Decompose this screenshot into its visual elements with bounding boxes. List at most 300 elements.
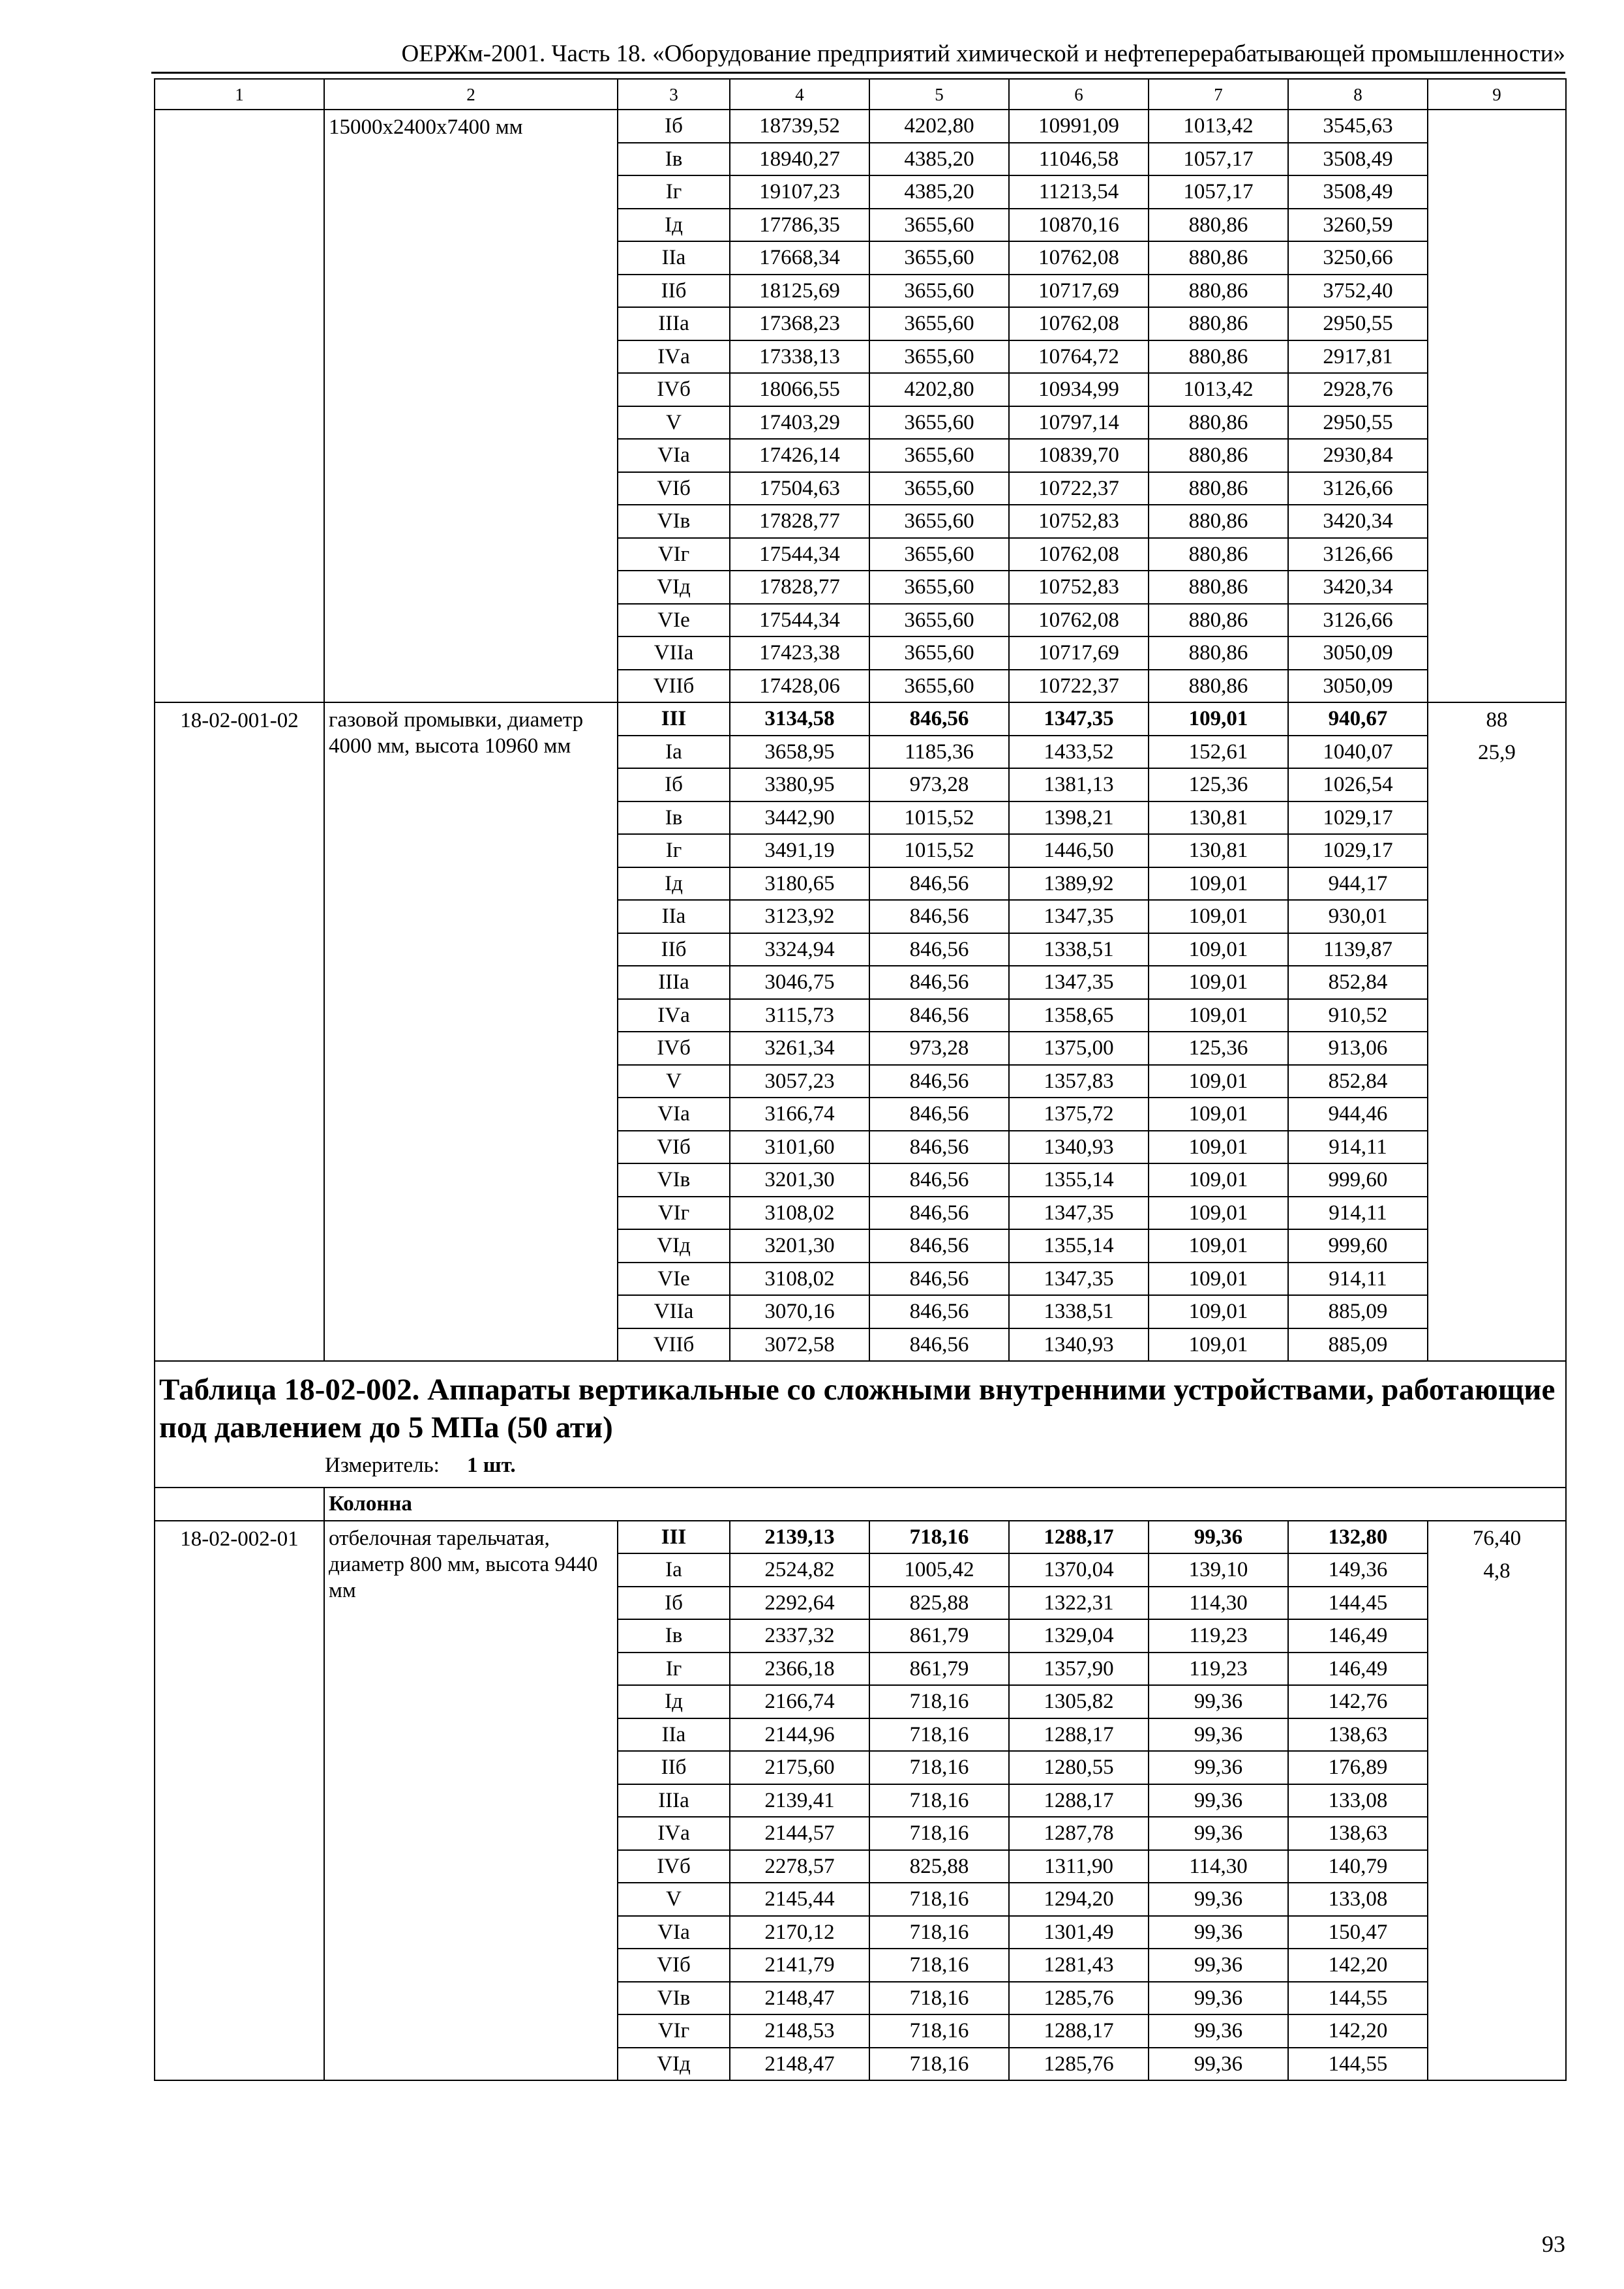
value-cell: 880,86 — [1149, 307, 1288, 340]
value-cell: 718,16 — [869, 1521, 1009, 1554]
labor-value: 25,9 — [1478, 741, 1516, 764]
value-cell: 17368,23 — [730, 307, 869, 340]
value-cell: 1355,14 — [1009, 1229, 1149, 1263]
region-cell: VIа — [618, 1916, 730, 1949]
value-cell: 130,81 — [1149, 801, 1288, 835]
equipment-name: газовой промывки, диаметр 4000 мм, высота 10960 мм — [324, 702, 618, 1361]
value-cell: 18125,69 — [730, 275, 869, 308]
column-number: 8 — [1288, 79, 1428, 110]
value-cell: 4202,80 — [869, 373, 1009, 406]
region-cell: IIа — [618, 1718, 730, 1752]
value-cell: 846,56 — [869, 1163, 1009, 1197]
value-cell: 718,16 — [869, 1982, 1009, 2015]
value-cell: 880,86 — [1149, 275, 1288, 308]
value-cell: 10934,99 — [1009, 373, 1149, 406]
value-cell: 973,28 — [869, 768, 1009, 801]
value-cell: 99,36 — [1149, 1949, 1288, 1982]
value-cell: 17504,63 — [730, 472, 869, 505]
column-number: 1 — [155, 79, 324, 110]
value-cell: 2292,64 — [730, 1587, 869, 1620]
value-cell: 10870,16 — [1009, 209, 1149, 242]
value-cell: 1375,72 — [1009, 1098, 1149, 1131]
value-cell: 142,20 — [1288, 1949, 1428, 1982]
value-cell: 999,60 — [1288, 1229, 1428, 1263]
value-cell: 10839,70 — [1009, 439, 1149, 472]
value-cell: 852,84 — [1288, 1065, 1428, 1098]
value-cell: 146,49 — [1288, 1619, 1428, 1653]
value-cell: 3201,30 — [730, 1163, 869, 1197]
value-cell: 3134,58 — [730, 702, 869, 736]
column-number: 7 — [1149, 79, 1288, 110]
value-cell: 2337,32 — [730, 1619, 869, 1653]
value-cell: 4385,20 — [869, 143, 1009, 176]
value-cell: 1433,52 — [1009, 736, 1149, 769]
value-cell: 2930,84 — [1288, 439, 1428, 472]
value-cell: 1389,92 — [1009, 867, 1149, 901]
region-cell: VIг — [618, 2014, 730, 2048]
value-cell: 11213,54 — [1009, 175, 1149, 209]
value-cell: 99,36 — [1149, 1883, 1288, 1916]
region-cell: Iб — [618, 1587, 730, 1620]
value-cell: 2148,53 — [730, 2014, 869, 2048]
value-cell: 846,56 — [869, 1131, 1009, 1164]
value-cell: 1340,93 — [1009, 1328, 1149, 1362]
value-cell: 718,16 — [869, 2048, 1009, 2081]
value-cell: 10762,08 — [1009, 241, 1149, 275]
value-cell: 914,11 — [1288, 1263, 1428, 1296]
value-cell: 10762,08 — [1009, 604, 1149, 637]
value-cell: 114,30 — [1149, 1587, 1288, 1620]
value-cell: 852,84 — [1288, 966, 1428, 999]
region-cell: Iг — [618, 1653, 730, 1686]
value-cell: 1301,49 — [1009, 1916, 1149, 1949]
value-cell: 944,17 — [1288, 867, 1428, 901]
value-cell: 3655,60 — [869, 538, 1009, 571]
value-cell: 99,36 — [1149, 1521, 1288, 1554]
value-cell: 3655,60 — [869, 505, 1009, 538]
value-cell: 10722,37 — [1009, 670, 1149, 703]
value-cell: 109,01 — [1149, 1328, 1288, 1362]
value-cell: 880,86 — [1149, 505, 1288, 538]
value-cell: 142,76 — [1288, 1685, 1428, 1718]
value-cell: 142,20 — [1288, 2014, 1428, 2048]
value-cell: 1375,00 — [1009, 1032, 1149, 1065]
value-cell: 1294,20 — [1009, 1883, 1149, 1916]
value-cell: 10717,69 — [1009, 636, 1149, 670]
column-number: 2 — [324, 79, 618, 110]
value-cell: 2145,44 — [730, 1883, 869, 1916]
labor-column — [1428, 702, 1566, 1361]
value-cell: 2366,18 — [730, 1653, 869, 1686]
value-cell: 1026,54 — [1288, 768, 1428, 801]
value-cell: 11046,58 — [1009, 143, 1149, 176]
value-cell: 3655,60 — [869, 571, 1009, 604]
region-cell: VIIа — [618, 636, 730, 670]
value-cell: 861,79 — [869, 1619, 1009, 1653]
value-cell: 3655,60 — [869, 636, 1009, 670]
region-cell: VIв — [618, 1163, 730, 1197]
value-cell: 999,60 — [1288, 1163, 1428, 1197]
value-cell: 109,01 — [1149, 966, 1288, 999]
value-cell: 99,36 — [1149, 1718, 1288, 1752]
region-cell: VIв — [618, 1982, 730, 2015]
region-cell: VIIа — [618, 1295, 730, 1328]
value-cell: 140,79 — [1288, 1850, 1428, 1883]
value-cell: 3201,30 — [730, 1229, 869, 1263]
value-cell: 3655,60 — [869, 406, 1009, 440]
value-cell: 1338,51 — [1009, 1295, 1149, 1328]
value-cell: 718,16 — [869, 1751, 1009, 1784]
region-cell: III — [618, 702, 730, 736]
region-cell: IVа — [618, 340, 730, 374]
value-cell: 880,86 — [1149, 340, 1288, 374]
value-cell: 10717,69 — [1009, 275, 1149, 308]
value-cell: 3324,94 — [730, 933, 869, 966]
region-cell: III — [618, 1521, 730, 1554]
value-cell: 1340,93 — [1009, 1131, 1149, 1164]
region-cell: VIд — [618, 2048, 730, 2081]
column-number: 9 — [1428, 79, 1566, 110]
column-number: 4 — [730, 79, 869, 110]
value-cell: 10764,72 — [1009, 340, 1149, 374]
value-cell: 1357,83 — [1009, 1065, 1149, 1098]
value-cell: 144,55 — [1288, 2048, 1428, 2081]
value-cell: 846,56 — [869, 1229, 1009, 1263]
value-cell: 119,23 — [1149, 1653, 1288, 1686]
value-cell: 1005,42 — [869, 1553, 1009, 1587]
value-cell: 718,16 — [869, 1817, 1009, 1850]
value-cell: 2917,81 — [1288, 340, 1428, 374]
value-cell: 861,79 — [869, 1653, 1009, 1686]
region-cell: VIе — [618, 1263, 730, 1296]
value-cell: 825,88 — [869, 1850, 1009, 1883]
group-row — [155, 1488, 1566, 1521]
value-cell: 138,63 — [1288, 1817, 1428, 1850]
value-cell: 3655,60 — [869, 307, 1009, 340]
value-cell: 880,86 — [1149, 670, 1288, 703]
value-cell: 17786,35 — [730, 209, 869, 242]
value-cell: 1013,42 — [1149, 110, 1288, 143]
value-cell: 149,36 — [1288, 1553, 1428, 1587]
value-cell: 1358,65 — [1009, 999, 1149, 1032]
value-cell: 17423,38 — [730, 636, 869, 670]
value-cell: 99,36 — [1149, 1916, 1288, 1949]
value-cell: 152,61 — [1149, 736, 1288, 769]
value-cell: 2166,74 — [730, 1685, 869, 1718]
value-cell: 1287,78 — [1009, 1817, 1149, 1850]
value-cell: 3108,02 — [730, 1263, 869, 1296]
value-cell: 880,86 — [1149, 604, 1288, 637]
value-cell: 146,49 — [1288, 1653, 1428, 1686]
value-cell: 2950,55 — [1288, 307, 1428, 340]
value-cell: 913,06 — [1288, 1032, 1428, 1065]
labor-column — [1428, 110, 1566, 702]
value-cell: 119,23 — [1149, 1619, 1288, 1653]
value-cell: 19107,23 — [730, 175, 869, 209]
value-cell: 1347,35 — [1009, 966, 1149, 999]
value-cell: 2950,55 — [1288, 406, 1428, 440]
region-cell: VIд — [618, 571, 730, 604]
value-cell: 109,01 — [1149, 1229, 1288, 1263]
value-cell: 2148,47 — [730, 1982, 869, 2015]
region-cell: IIб — [618, 933, 730, 966]
region-cell: IIб — [618, 1751, 730, 1784]
value-cell: 109,01 — [1149, 1163, 1288, 1197]
value-cell: 718,16 — [869, 2014, 1009, 2048]
value-cell: 109,01 — [1149, 1098, 1288, 1131]
value-cell: 910,52 — [1288, 999, 1428, 1032]
value-cell: 99,36 — [1149, 1982, 1288, 2015]
region-cell: Iб — [618, 768, 730, 801]
value-cell: 1338,51 — [1009, 933, 1149, 966]
value-cell: 2928,76 — [1288, 373, 1428, 406]
value-cell: 17828,77 — [730, 571, 869, 604]
value-cell: 10797,14 — [1009, 406, 1149, 440]
value-cell: 2144,57 — [730, 1817, 869, 1850]
value-cell: 1322,31 — [1009, 1587, 1149, 1620]
value-cell: 3126,66 — [1288, 472, 1428, 505]
value-cell: 1288,17 — [1009, 1521, 1149, 1554]
value-cell: 3655,60 — [869, 241, 1009, 275]
region-cell: VIа — [618, 439, 730, 472]
equipment-name: отбелочная тарельчатая, диаметр 800 мм, высота 9440 мм — [324, 1521, 618, 2081]
region-cell: IVа — [618, 1817, 730, 1850]
value-cell: 109,01 — [1149, 933, 1288, 966]
value-cell: 3508,49 — [1288, 175, 1428, 209]
value-cell: 718,16 — [869, 1949, 1009, 1982]
value-cell: 914,11 — [1288, 1131, 1428, 1164]
value-cell: 885,09 — [1288, 1295, 1428, 1328]
value-cell: 2170,12 — [730, 1916, 869, 1949]
value-cell: 1446,50 — [1009, 834, 1149, 867]
value-cell: 3655,60 — [869, 604, 1009, 637]
value-cell: 3655,60 — [869, 472, 1009, 505]
value-cell: 3126,66 — [1288, 604, 1428, 637]
value-cell: 114,30 — [1149, 1850, 1288, 1883]
value-cell: 17428,06 — [730, 670, 869, 703]
value-cell: 718,16 — [869, 1685, 1009, 1718]
value-cell: 109,01 — [1149, 1065, 1288, 1098]
value-cell: 109,01 — [1149, 702, 1288, 736]
labor-value: 76,40 — [1472, 1526, 1522, 1550]
page-number: 93 — [1542, 2231, 1565, 2257]
region-cell: V — [618, 406, 730, 440]
value-cell: 846,56 — [869, 1065, 1009, 1098]
value-cell: 10991,09 — [1009, 110, 1149, 143]
region-cell: IIIа — [618, 966, 730, 999]
table-row — [155, 1521, 1566, 1554]
value-cell: 718,16 — [869, 1718, 1009, 1752]
region-cell: VIб — [618, 1949, 730, 1982]
value-cell: 846,56 — [869, 900, 1009, 933]
value-cell: 1285,76 — [1009, 2048, 1149, 2081]
region-cell: IVб — [618, 373, 730, 406]
value-cell: 109,01 — [1149, 1197, 1288, 1230]
value-cell: 4385,20 — [869, 175, 1009, 209]
value-cell: 2139,41 — [730, 1784, 869, 1818]
value-cell: 825,88 — [869, 1587, 1009, 1620]
value-cell: 1139,87 — [1288, 933, 1428, 966]
value-cell: 1347,35 — [1009, 1263, 1149, 1296]
value-cell: 885,09 — [1288, 1328, 1428, 1362]
value-cell: 846,56 — [869, 1295, 1009, 1328]
column-number-row — [155, 79, 1566, 110]
value-cell: 1355,14 — [1009, 1163, 1149, 1197]
value-cell: 3420,34 — [1288, 571, 1428, 604]
rate-code — [155, 110, 324, 702]
value-cell: 17338,13 — [730, 340, 869, 374]
region-cell: IIIа — [618, 307, 730, 340]
measure-label: Измеритель: — [325, 1454, 440, 1477]
region-cell: VIб — [618, 1131, 730, 1164]
value-cell: 17544,34 — [730, 604, 869, 637]
value-cell: 944,46 — [1288, 1098, 1428, 1131]
value-cell: 3126,66 — [1288, 538, 1428, 571]
value-cell: 3658,95 — [730, 736, 869, 769]
column-number: 5 — [869, 79, 1009, 110]
value-cell: 3491,19 — [730, 834, 869, 867]
value-cell: 99,36 — [1149, 1784, 1288, 1818]
table-title: Таблица 18-02-002. Аппараты вертикальные со сложными внутренними устройствами, работающие под давлением до 5 МПа (50 ати) — [159, 1373, 1556, 1444]
rate-code: 18-02-001-02 — [155, 702, 324, 1361]
region-cell: Iб — [618, 110, 730, 143]
value-cell: 1305,82 — [1009, 1685, 1149, 1718]
value-cell: 1381,13 — [1009, 768, 1149, 801]
region-cell: IIа — [618, 241, 730, 275]
region-cell: VIг — [618, 538, 730, 571]
region-cell: Iг — [618, 175, 730, 209]
group-label: Колонна — [324, 1488, 1566, 1521]
value-cell: 3655,60 — [869, 670, 1009, 703]
value-cell: 99,36 — [1149, 1817, 1288, 1850]
value-cell: 3260,59 — [1288, 209, 1428, 242]
value-cell: 17426,14 — [730, 439, 869, 472]
value-cell: 1311,90 — [1009, 1850, 1149, 1883]
value-cell: 17403,29 — [730, 406, 869, 440]
value-cell: 17828,77 — [730, 505, 869, 538]
value-cell: 132,80 — [1288, 1521, 1428, 1554]
region-cell: IIб — [618, 275, 730, 308]
region-cell: VIб — [618, 472, 730, 505]
region-cell: Iг — [618, 834, 730, 867]
value-cell: 1057,17 — [1149, 175, 1288, 209]
value-cell: 130,81 — [1149, 834, 1288, 867]
value-cell: 2278,57 — [730, 1850, 869, 1883]
value-cell: 1370,04 — [1009, 1553, 1149, 1587]
value-cell: 133,08 — [1288, 1784, 1428, 1818]
value-cell: 1280,55 — [1009, 1751, 1149, 1784]
column-number: 6 — [1009, 79, 1149, 110]
region-cell: Iа — [618, 736, 730, 769]
table-row — [155, 702, 1566, 736]
value-cell: 880,86 — [1149, 538, 1288, 571]
running-header: ОЕРЖм-2001. Часть 18. «Оборудование предприятий химической и нефтеперерабатывающей промышленности» — [151, 38, 1565, 74]
region-cell: VIIб — [618, 1328, 730, 1362]
equipment-name: 15000х2400х7400 мм — [324, 110, 618, 702]
value-cell: 880,86 — [1149, 571, 1288, 604]
value-cell: 1347,35 — [1009, 702, 1149, 736]
region-cell: Iв — [618, 801, 730, 835]
value-cell: 1329,04 — [1009, 1619, 1149, 1653]
region-cell: VIе — [618, 604, 730, 637]
value-cell: 3101,60 — [730, 1131, 869, 1164]
value-cell: 125,36 — [1149, 768, 1288, 801]
value-cell: 3250,66 — [1288, 241, 1428, 275]
value-cell: 10762,08 — [1009, 538, 1149, 571]
region-cell: Iд — [618, 867, 730, 901]
value-cell: 1357,90 — [1009, 1653, 1149, 1686]
value-cell: 3261,34 — [730, 1032, 869, 1065]
value-cell: 880,86 — [1149, 439, 1288, 472]
value-cell: 144,55 — [1288, 1982, 1428, 2015]
value-cell: 2148,47 — [730, 2048, 869, 2081]
value-cell: 718,16 — [869, 1916, 1009, 1949]
value-cell: 3115,73 — [730, 999, 869, 1032]
region-cell: Iд — [618, 1685, 730, 1718]
table-body — [155, 79, 1566, 2080]
region-cell: VIа — [618, 1098, 730, 1131]
table-title-row — [155, 1361, 1566, 1488]
value-cell: 3050,09 — [1288, 636, 1428, 670]
value-cell: 3123,92 — [730, 900, 869, 933]
labor-column — [1428, 1521, 1566, 2081]
value-cell: 109,01 — [1149, 867, 1288, 901]
value-cell: 17668,34 — [730, 241, 869, 275]
value-cell: 1288,17 — [1009, 1718, 1149, 1752]
value-cell: 139,10 — [1149, 1553, 1288, 1587]
region-cell: IVб — [618, 1850, 730, 1883]
rates-table — [154, 78, 1567, 2081]
value-cell: 3752,40 — [1288, 275, 1428, 308]
value-cell: 10762,08 — [1009, 307, 1149, 340]
value-cell: 3046,75 — [730, 966, 869, 999]
value-cell: 125,36 — [1149, 1032, 1288, 1065]
value-cell: 1015,52 — [869, 834, 1009, 867]
value-cell: 138,63 — [1288, 1718, 1428, 1752]
value-cell: 2141,79 — [730, 1949, 869, 1982]
region-cell: VIд — [618, 1229, 730, 1263]
value-cell: 3108,02 — [730, 1197, 869, 1230]
region-cell: IIIа — [618, 1784, 730, 1818]
value-cell: 2144,96 — [730, 1718, 869, 1752]
value-cell: 2524,82 — [730, 1553, 869, 1587]
value-cell: 846,56 — [869, 1328, 1009, 1362]
value-cell: 846,56 — [869, 702, 1009, 736]
region-cell: Iв — [618, 143, 730, 176]
value-cell: 1029,17 — [1288, 801, 1428, 835]
region-cell: VIв — [618, 505, 730, 538]
region-cell: VIг — [618, 1197, 730, 1230]
value-cell: 2175,60 — [730, 1751, 869, 1784]
value-cell: 846,56 — [869, 1197, 1009, 1230]
value-cell: 940,67 — [1288, 702, 1428, 736]
value-cell: 846,56 — [869, 1263, 1009, 1296]
value-cell: 176,89 — [1288, 1751, 1428, 1784]
value-cell: 1015,52 — [869, 801, 1009, 835]
value-cell: 10722,37 — [1009, 472, 1149, 505]
value-cell: 846,56 — [869, 933, 1009, 966]
value-cell: 10752,83 — [1009, 571, 1149, 604]
measure-value: 1 шт. — [467, 1454, 516, 1477]
value-cell: 17544,34 — [730, 538, 869, 571]
value-cell: 99,36 — [1149, 2048, 1288, 2081]
value-cell: 4202,80 — [869, 110, 1009, 143]
value-cell: 18739,52 — [730, 110, 869, 143]
value-cell: 3166,74 — [730, 1098, 869, 1131]
value-cell: 1013,42 — [1149, 373, 1288, 406]
group-code-cell — [155, 1488, 324, 1521]
value-cell: 1285,76 — [1009, 1982, 1149, 2015]
